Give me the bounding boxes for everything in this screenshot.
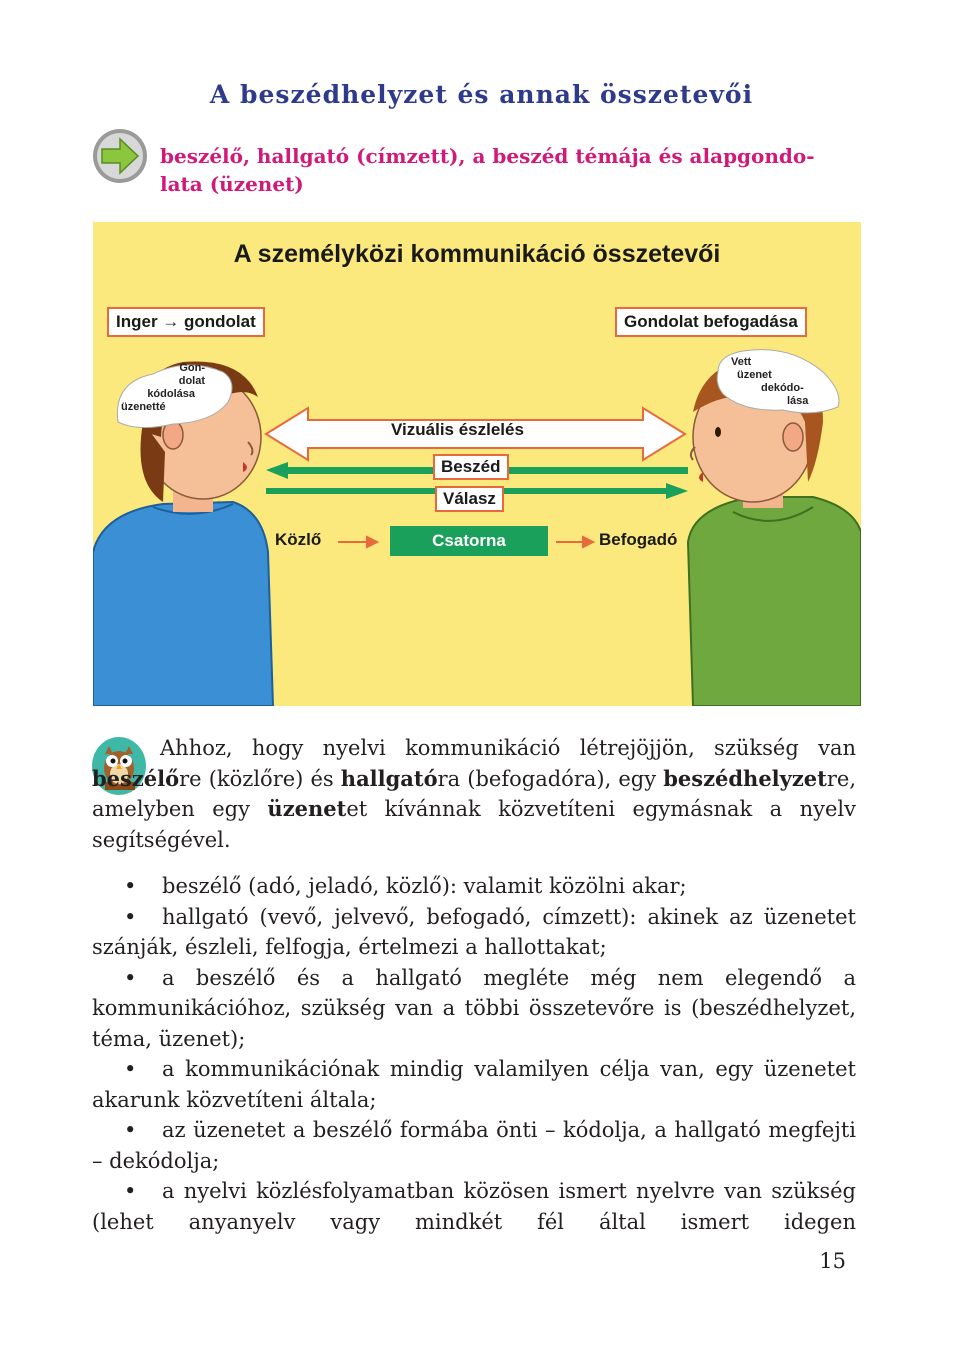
intro-text: ra (befogadóra), egy xyxy=(437,766,664,791)
sender-label: Közlő xyxy=(275,530,322,549)
list-item-text: hallgató (vevő, jelvevő, befogadó, címzett): akinek az üzenetet szánják, észleli, felfogja, értelmezi a hallottakat; xyxy=(92,904,856,959)
list-item xyxy=(92,963,856,1055)
intro-text: et kívánnak közvetíteni egymásnak a nyelv segítségével. xyxy=(92,797,857,852)
receiver-label: Befogadó xyxy=(599,530,678,549)
bullet-list xyxy=(92,871,856,1237)
intro-paragraph xyxy=(92,733,856,855)
answer-label: Válasz xyxy=(435,486,504,512)
bullet-marker: • xyxy=(124,1179,137,1203)
intro-term-speaker: beszélő xyxy=(92,765,180,791)
intro-text: re, amelyben egy xyxy=(92,766,857,821)
right-thought-bubble xyxy=(731,356,821,408)
channel-label: Csatorna xyxy=(390,526,548,556)
right-label: Gondolat befogadása xyxy=(615,307,807,337)
bullet-marker: • xyxy=(124,1118,137,1142)
right-bubble-line: üzenet xyxy=(737,369,772,381)
list-item-text: beszélő (adó, jeladó, közlő): valamit közölni akar; xyxy=(162,874,687,898)
arrow-right-icon xyxy=(92,128,148,184)
bullet-marker: • xyxy=(124,1057,137,1081)
keywords xyxy=(160,142,860,198)
bullet-marker: • xyxy=(124,874,137,898)
list-item xyxy=(92,1176,856,1237)
intro-term-situation: beszédhelyzet xyxy=(663,765,827,791)
bullet-marker: • xyxy=(124,965,137,990)
list-item-text: a kommunikációnak mindig valamilyen célja van, egy üzenetet akarunk közvetíteni általa; xyxy=(92,1057,856,1112)
list-item xyxy=(92,1115,856,1176)
intro-term-listener: hallgató xyxy=(340,765,438,791)
right-bubble-line: Vett xyxy=(731,356,752,368)
right-bubble-line: dekódo- xyxy=(761,382,804,394)
list-item xyxy=(92,871,856,902)
visual-perception-label: Vizuális észlelés xyxy=(391,420,524,439)
keywords-line-2: lata (üzenet) xyxy=(160,172,304,196)
communication-figure xyxy=(93,222,861,706)
left-label: Inger → gondolat xyxy=(107,307,265,337)
list-item xyxy=(92,1054,856,1115)
left-thought-bubble xyxy=(121,362,211,414)
left-bubble-line: kódolása xyxy=(147,388,195,400)
intro-text: Ahhoz, hogy nyelvi kommunikáció létrejöjjön, szükség van xyxy=(160,736,856,760)
keywords-line-1: beszélő, hallgató (címzett), a beszéd témája és alapgondo- xyxy=(160,144,815,168)
list-item xyxy=(92,902,856,963)
list-item-text: az üzenetet a beszélő formába önti – kódolja, a hallgató megfejti – dekódolja; xyxy=(92,1118,856,1173)
list-item-text: a beszélő és a hallgató megléte még nem elegendő a kommunikációhoz, szükség van a többi összetevőre is (beszédhelyzet, téma, üzenet); xyxy=(92,965,856,1051)
list-item-text: a nyelvi közlésfolyamatban közösen ismert nyelvre van szükség (lehet anyanyelv vagy mindkét fél által ismert idegen xyxy=(92,1179,856,1234)
intro-term-message: üzenet xyxy=(267,796,347,821)
left-bubble-line: dolat xyxy=(178,375,205,387)
speech-label: Beszéd xyxy=(433,454,509,480)
bullet-marker: • xyxy=(124,904,137,929)
left-bubble-line: Gon- xyxy=(179,362,205,374)
right-bubble-line: lása xyxy=(787,395,809,407)
left-bubble-line: üzenetté xyxy=(121,401,166,413)
intro-text: re (közlőre) és xyxy=(179,766,341,791)
figure-title: A személyközi kommunikáció összetevői xyxy=(233,240,721,268)
page-number: 15 xyxy=(819,1249,846,1273)
page-title: A beszédhelyzet és annak összetevői xyxy=(209,80,754,109)
